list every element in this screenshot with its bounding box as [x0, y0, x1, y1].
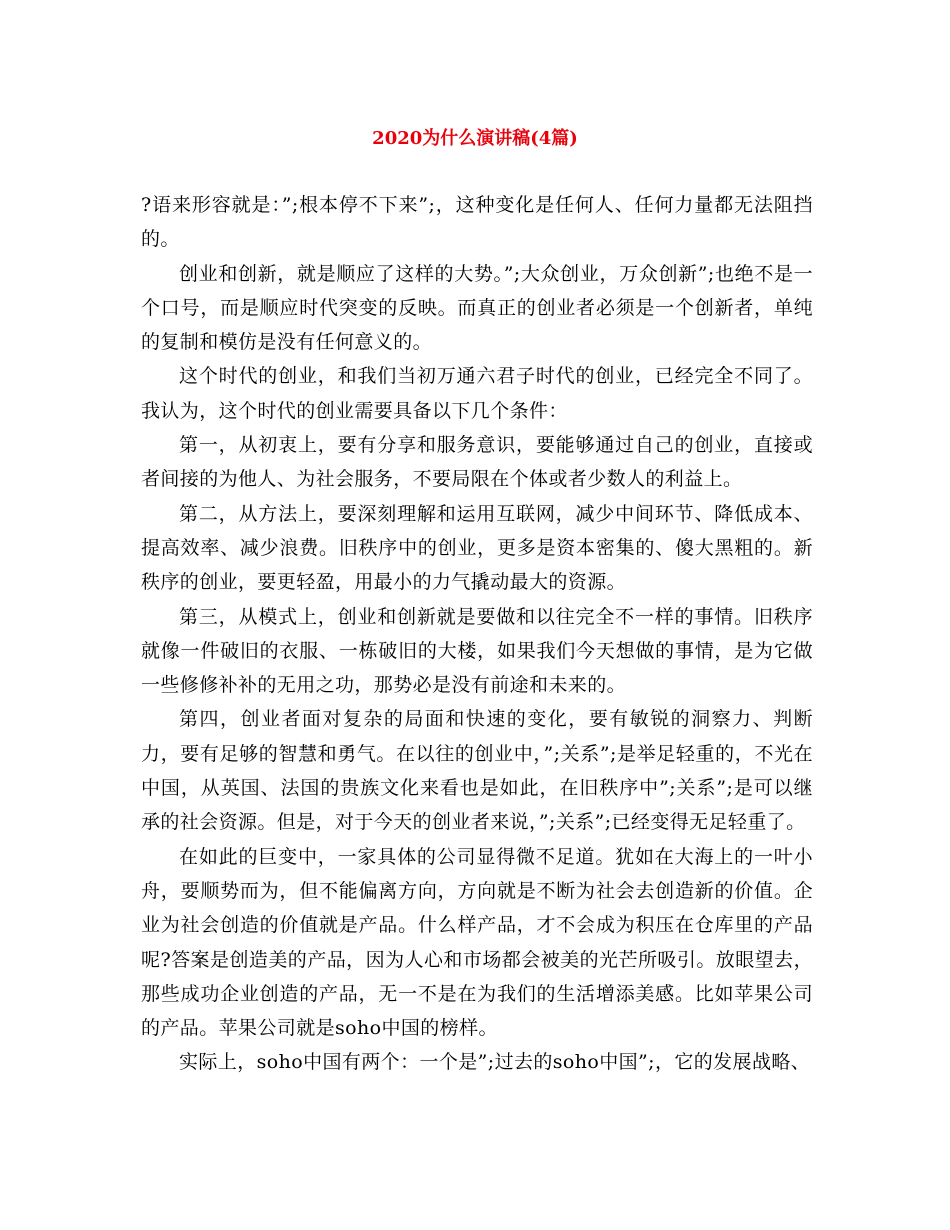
document-body — [141, 188, 813, 1080]
paragraph: 第二，从方法上，要深刻理解和运用互联网，减少中间环节、降低成本、提高效率、减少浪费。旧秩序中的创业，更多是资本密集的、傻大黑粗的。新秩序的创业，要更轻盈，用最小的力气撬动最大的资源。 — [141, 502, 813, 594]
paragraph: 第四，创业者面对复杂的局面和快速的变化，要有敏锐的洞察力、判断力，要有足够的智慧和勇气。在以往的创业中，”;关系”;是举足轻重的，不光在中国，从英国、法国的贵族文化来看也是如此，在旧秩序中”;关系”;是可以继承的社会资源。但是，对于今天的创业者来说，”;关系”;已经变得无足轻重了。 — [141, 708, 813, 834]
paragraph: ?语来形容就是：”;根本停不下来”;，这种变化是任何人、任何力量都无法阻挡的。 — [141, 194, 813, 251]
paragraph: 创业和创新，就是顺应了这样的大势。”;大众创业，万众创新”;也绝不是一个口号，而是顺应时代突变的反映。而真正的创业者必须是一个创新者，单纯的复制和模仿是没有任何意义的。 — [141, 262, 813, 354]
paragraph: 第一，从初衷上，要有分享和服务意识，要能够通过自己的创业，直接或者间接的为他人、为社会服务，不要局限在个体或者少数人的利益上。 — [141, 434, 813, 491]
paragraph: 在如此的巨变中，一家具体的公司显得微不足道。犹如在大海上的一叶小舟，要顺势而为，但不能偏离方向，方向就是不断为社会去创造新的价值。企业为社会创造的价值就是产品。什么样产品，才不会成为积压在仓库里的产品呢?答案是创造美的产品，因为人心和市场都会被美的光芒所吸引。放眼望去，那些成功企业创造的产品，无一不是在为我们的生活增添美感。比如苹果公司的产品。苹果公司就是soho中国的榜样。 — [141, 845, 813, 1040]
document-title: 2020为什么演讲稿(4篇) — [372, 128, 578, 149]
paragraph: 第三，从模式上，创业和创新就是要做和以往完全不一样的事情。旧秩序就像一件破旧的衣服、一栋破旧的大楼，如果我们今天想做的事情，是为它做一些修修补补的无用之功，那势必是没有前途和未来的。 — [141, 605, 813, 697]
paragraph: 这个时代的创业，和我们当初万通六君子时代的创业，已经完全不同了。我认为，这个时代的创业需要具备以下几个条件： — [141, 365, 813, 422]
paragraph: 实际上，soho中国有两个：一个是”;过去的soho中国”;，它的发展战略、 — [179, 1051, 811, 1074]
